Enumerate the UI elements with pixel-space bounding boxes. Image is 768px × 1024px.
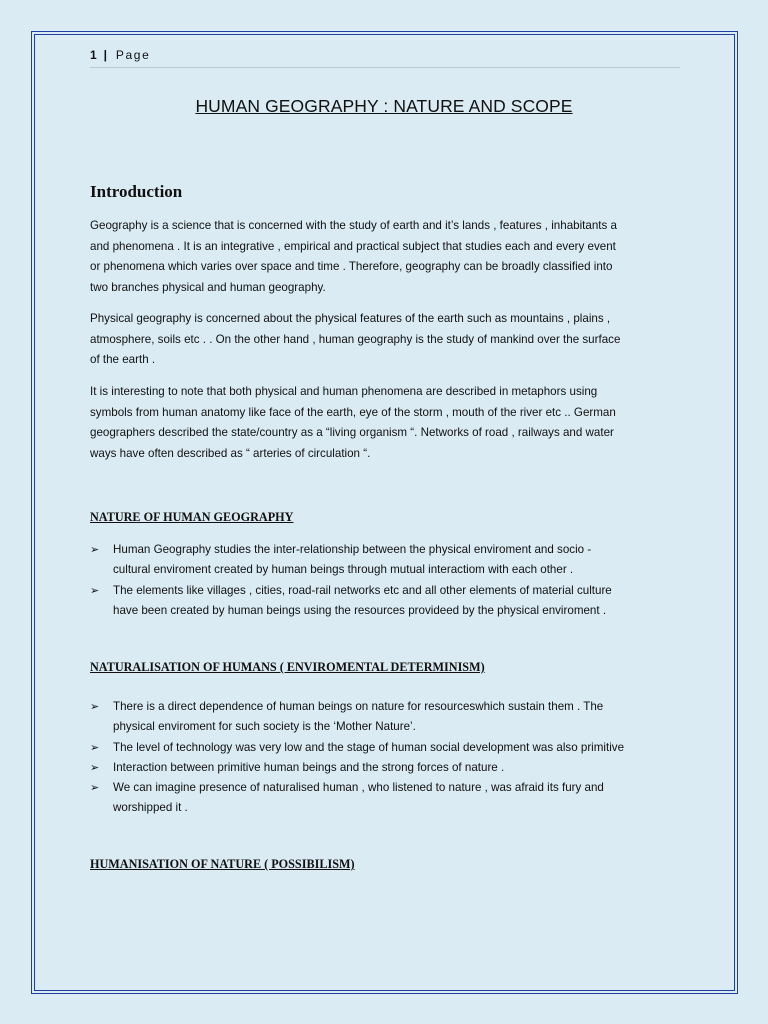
introduction-heading: Introduction	[90, 182, 183, 201]
paragraph-line: of the earth .	[90, 353, 156, 366]
arrow-bullet-icon: ➢	[90, 584, 100, 597]
list-item-line: have been created by human beings using the resources provideed by the physical enviroment .	[113, 603, 607, 617]
paragraph-line: Physical geography is concerned about the physical features of the earth such as mountains , plains ,	[90, 312, 611, 325]
list-item	[90, 697, 690, 738]
intro-paragraph-1	[90, 216, 690, 298]
page-word: Page	[115, 48, 151, 62]
arrow-bullet-icon: ➢	[90, 782, 100, 795]
paragraph-line: or phenomena which varies over space and time . Therefore, geography can be broadly classified into	[90, 260, 613, 273]
list-item-line: cultural enviroment created by human beings through mutual interactiom with each other .	[113, 563, 574, 577]
list-item-line: There is a direct dependence of human beings on nature for resourceswhich sustain them . The	[113, 700, 604, 713]
paragraph-line: and phenomena . It is an integrative , empirical and practical subject that studies each and every event	[90, 239, 616, 253]
naturalisation-bullet-list	[90, 697, 690, 819]
arrow-bullet-icon: ➢	[90, 701, 100, 713]
page-number: 1	[90, 48, 97, 62]
list-item-line: The elements like villages , cities, road-rail networks etc and all other elements of material culture	[113, 583, 612, 597]
paragraph-line: geographers described the state/country as a “living organism “. Networks of road , railways and water	[90, 426, 614, 439]
page-header	[90, 48, 150, 62]
list-item	[90, 758, 690, 778]
paragraph-line: atmosphere, soils etc . . On the other hand , human geography is the study of mankind over the surface	[90, 332, 621, 346]
paragraph-line: two branches physical and human geography.	[90, 280, 326, 294]
humanisation-section-heading: HUMANISATION OF NATURE ( POSSIBILISM)	[90, 857, 355, 871]
document-title: HUMAN GEOGRAPHY : NATURE AND SCOPE	[195, 96, 573, 116]
list-item	[90, 581, 690, 622]
paragraph-line: ways have often described as “ arteries of circulation “.	[90, 446, 371, 460]
list-item-line: The level of technology was very low and the stage of human social development was also primitive	[113, 740, 625, 754]
naturalisation-section-heading: NATURALISATION OF HUMANS ( ENVIROMENTAL DETERMINISM)	[90, 660, 485, 674]
paragraph-line: Geography is a science that is concerned with the study of earth and it’s lands , features , inhabitants a	[90, 219, 617, 232]
arrow-bullet-icon: ➢	[90, 761, 100, 774]
nature-section-heading: NATURE OF HUMAN GEOGRAPHY	[90, 510, 294, 524]
list-item	[90, 778, 690, 819]
list-item-line: physical enviroment for such society is the ‘Mother Nature’.	[113, 720, 416, 734]
list-item-line: We can imagine presence of naturalised human , who listened to nature , was afraid its fury and	[113, 781, 604, 795]
paragraph-line: symbols from human anatomy like face of the earth, eye of the storm , mouth of the river etc .. German	[90, 405, 616, 419]
list-item-line: Human Geography studies the inter-relationship between the physical enviroment and socio -	[113, 543, 592, 556]
list-item-line: Interaction between primitive human beings and the strong forces of nature .	[113, 760, 505, 774]
nature-bullet-list	[90, 540, 690, 621]
intro-paragraph-3	[90, 382, 690, 464]
arrow-bullet-icon: ➢	[90, 544, 100, 556]
list-item-line: worshipped it .	[113, 801, 188, 815]
paragraph-line: It is interesting to note that both physical and human phenomena are described in metaphors using	[90, 385, 598, 398]
page-header-separator: |	[103, 48, 107, 62]
header-rule	[90, 67, 680, 68]
list-item	[90, 540, 690, 581]
intro-paragraph-2	[90, 309, 690, 371]
arrow-bullet-icon: ➢	[90, 741, 100, 754]
list-item	[90, 738, 690, 758]
